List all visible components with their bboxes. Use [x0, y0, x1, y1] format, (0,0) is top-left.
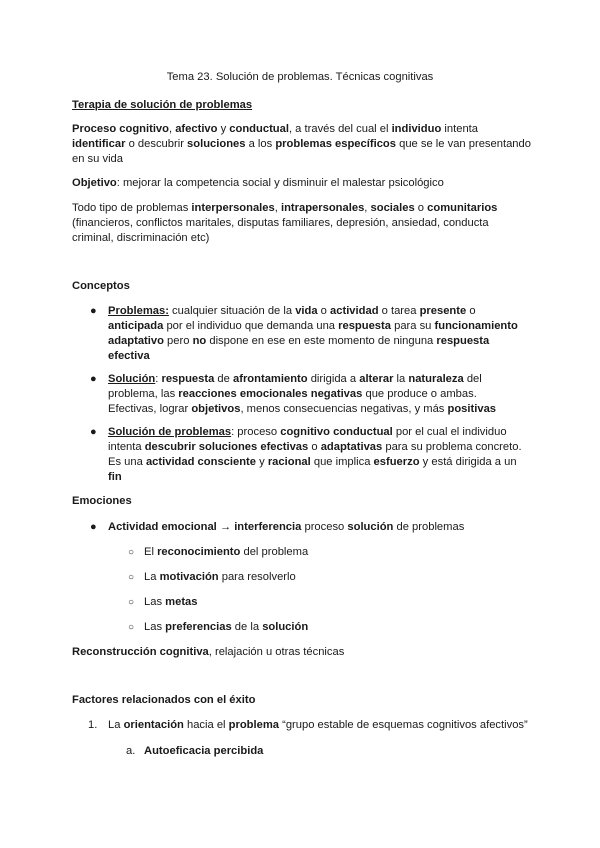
page-title: Tema 23. Solución de problemas. Técnicas cognitivas	[166, 71, 434, 83]
list-item: ● Actividad emocional → interferencia proceso solución de problemas	[90, 521, 465, 533]
numbered-list-item: 1. La orientación hacia el problema “grupo estable de esquemas cognitivos afectivos”	[88, 719, 528, 731]
sub-list-item: ○ Las metas	[128, 596, 198, 608]
circle-bullet-icon: ○	[128, 547, 135, 558]
circle-bullet-icon: ○	[128, 572, 135, 583]
list-letter: a.	[126, 745, 136, 757]
list-item: ● Problemas: cualquier situación de la vida o actividad o tarea presente o anticipada por el individuo que demanda una respuesta para su funcionamiento adaptativo pero no dispone en ese en este momento de ninguna respuesta efectiva	[90, 305, 518, 362]
lettered-list-item: a. Autoeficacia percibida	[126, 745, 264, 757]
paragraph-reconstruccion: Reconstrucción cognitiva, relajación u otras técnicas	[72, 646, 345, 658]
section-heading-conceptos: Conceptos	[72, 280, 130, 292]
paragraph-proceso: Proceso cognitivo, afectivo y conductual, a través del cual el individuo intenta identificar o descubrir soluciones a los problemas específicos que se le van presentando en su vida	[72, 123, 531, 165]
list-item: ● Solución de problemas: proceso cognitivo conductual por el cual el individuo intenta descubrir soluciones efectivas o adaptativas para su problema concreto. Es una actividad consciente y racional que implica esfuerzo y está dirigida a un fin	[90, 426, 522, 483]
circle-bullet-icon: ○	[128, 597, 135, 608]
sub-list-item: ○ El reconocimiento del problema	[128, 546, 309, 558]
section-heading-terapia: Terapia de solución de problemas	[72, 99, 253, 111]
sub-list-item: ○ Las preferencias de la solución	[128, 621, 309, 633]
paragraph-objetivo: Objetivo: mejorar la competencia social y disminuir el malestar psicológico	[72, 177, 444, 189]
sub-list-item: ○ La motivación para resolverlo	[128, 571, 296, 583]
bullet-icon: ●	[90, 521, 97, 533]
circle-bullet-icon: ○	[128, 622, 135, 633]
list-number: 1.	[88, 719, 98, 731]
list-item: ● Solución: respuesta de afrontamiento dirigida a alterar la naturaleza del problema, las reacciones emocionales negativas que produce o ambas. Efectivas, lograr objetivos, menos consecuencias negativas, y más positivas	[90, 373, 497, 415]
bullet-icon: ●	[90, 305, 97, 317]
section-heading-emociones: Emociones	[72, 495, 132, 507]
bullet-icon: ●	[90, 426, 97, 438]
bullet-icon: ●	[90, 373, 97, 385]
section-heading-factores: Factores relacionados con el éxito	[72, 694, 256, 706]
paragraph-tipos: Todo tipo de problemas interpersonales, intrapersonales, sociales o comunitarios (financieros, conflictos maritales, disputas familiares, depresión, ansiedad, conducta criminal, discriminación etc)	[72, 202, 498, 244]
